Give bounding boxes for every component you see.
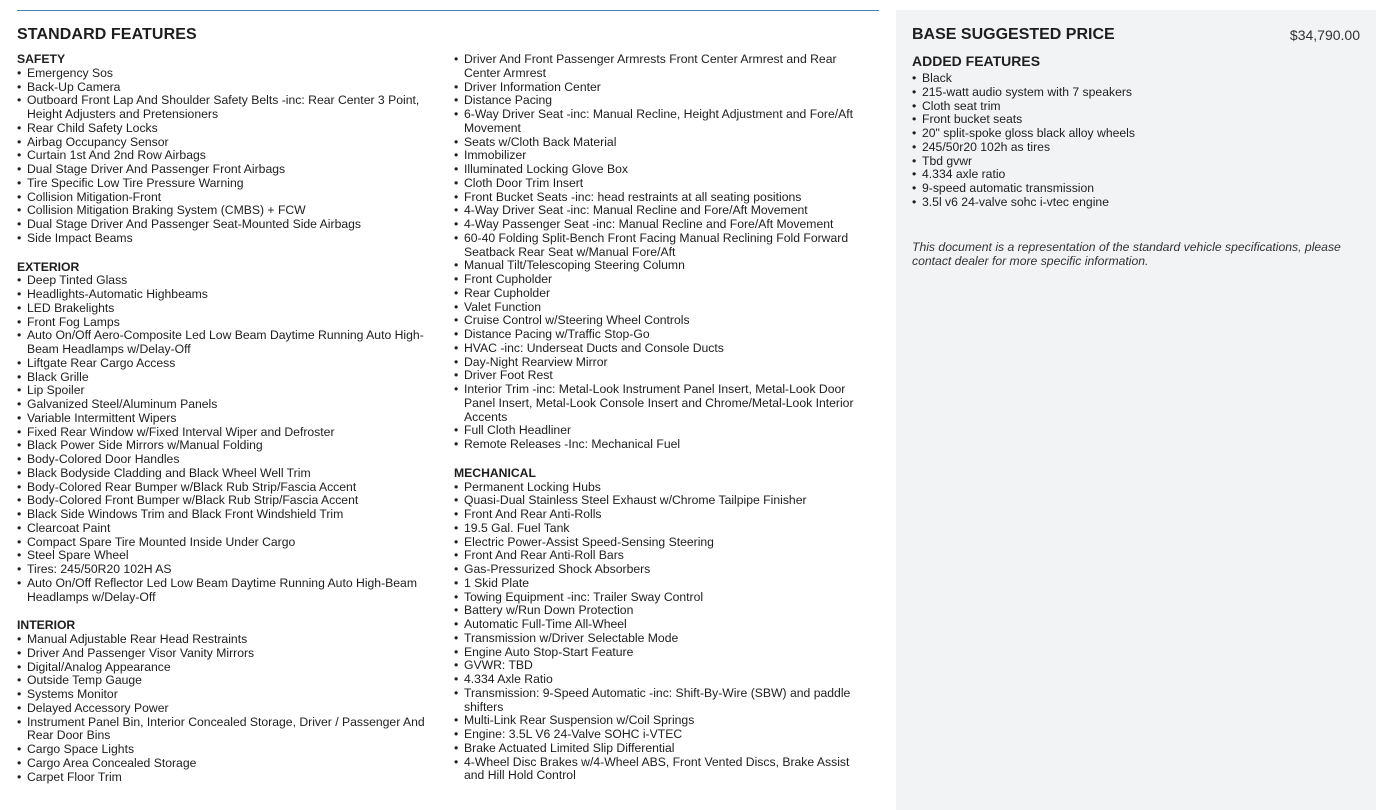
feature-item: • HVAC -inc: Underseat Ducts and Console Ducts [454, 342, 864, 356]
section-exterior [17, 261, 437, 605]
features-column-middle [454, 53, 864, 798]
feature-list [17, 67, 437, 246]
feature-item: • Battery w/Run Down Protection [454, 604, 864, 618]
feature-item: • 4-Wheel Disc Brakes w/4-Wheel ABS, Front Vented Discs, Brake Assist and Hill Hold Control [454, 756, 864, 784]
feature-item: • Delayed Accessory Power [17, 702, 437, 716]
feature-item: • Collision Mitigation Braking System (CMBS) + FCW [17, 204, 437, 218]
feature-item: • Front Fog Lamps [17, 316, 437, 330]
feature-item: • Black Bodyside Cladding and Black Wheel Well Trim [17, 467, 437, 481]
feature-item: • Cruise Control w/Steering Wheel Controls [454, 314, 864, 328]
feature-item: • Steel Spare Wheel [17, 549, 437, 563]
feature-item: • Collision Mitigation-Front [17, 191, 437, 205]
feature-item: • Dual Stage Driver And Passenger Front Airbags [17, 163, 437, 177]
feature-item: • Lip Spoiler [17, 384, 437, 398]
section-continued [454, 53, 864, 452]
feature-item: • Engine Auto Stop-Start Feature [454, 646, 864, 660]
feature-item: • Clearcoat Paint [17, 522, 437, 536]
feature-list [17, 274, 437, 604]
feature-item: • Quasi-Dual Stainless Steel Exhaust w/Chrome Tailpipe Finisher [454, 494, 864, 508]
feature-item: • Driver And Front Passenger Armrests Front Center Armrest and Rear Center Armrest [454, 53, 864, 81]
feature-item: • Transmission w/Driver Selectable Mode [454, 632, 864, 646]
feature-item: • Transmission: 9-Speed Automatic -inc: Shift-By-Wire (SBW) and paddle shifters [454, 687, 864, 715]
feature-item: • Tires: 245/50R20 102H AS [17, 563, 437, 577]
base-price-value: $34,790.00 [1289, 27, 1360, 43]
features-column-left [17, 53, 437, 799]
base-price-title: BASE SUGGESTED PRICE [912, 26, 1115, 43]
feature-item: • Interior Trim -inc: Metal-Look Instrument Panel Insert, Metal-Look Door Panel Insert, Metal-Look Console Insert and Chrome/Metal-Look Interior Accents [454, 383, 864, 424]
feature-item: • Seats w/Cloth Back Material [454, 136, 864, 150]
feature-item: • Dual Stage Driver And Passenger Seat-Mounted Side Airbags [17, 218, 437, 232]
feature-item: • 60-40 Folding Split-Bench Front Facing Manual Reclining Fold Forward Seatback Rear Seat w/Manual Fore/Aft [454, 232, 864, 260]
feature-item: • 4.334 Axle Ratio [454, 673, 864, 687]
added-features-list [912, 72, 1352, 210]
feature-item: • Electric Power-Assist Speed-Sensing Steering [454, 536, 864, 550]
feature-item: • Back-Up Camera [17, 81, 437, 95]
feature-item: • 4-Way Driver Seat -inc: Manual Recline and Fore/Aft Movement [454, 204, 864, 218]
feature-item: • 19.5 Gal. Fuel Tank [454, 522, 864, 536]
feature-item: • Front Cupholder [454, 273, 864, 287]
feature-item: • Outside Temp Gauge [17, 674, 437, 688]
feature-item: • Carpet Floor Trim [17, 771, 437, 785]
section-title: INTERIOR [17, 618, 76, 633]
feature-item: • Fixed Rear Window w/Fixed Interval Wiper and Defroster [17, 426, 437, 440]
feature-item: • Front And Rear Anti-Rolls [454, 508, 864, 522]
feature-item: • Manual Tilt/Telescoping Steering Column [454, 259, 864, 273]
feature-item: • Digital/Analog Appearance [17, 661, 437, 675]
feature-item: • Auto On/Off Reflector Led Low Beam Daytime Running Auto High-Beam Headlamps w/Delay-Off [17, 577, 437, 605]
feature-item: • Cargo Space Lights [17, 743, 437, 757]
feature-item: • Headlights-Automatic Highbeams [17, 288, 437, 302]
feature-item: • Cloth Door Trim Insert [454, 177, 864, 191]
feature-item: • Gas-Pressurized Shock Absorbers [454, 563, 864, 577]
standard-features-title: STANDARD FEATURES [17, 26, 197, 43]
section-safety [17, 53, 437, 246]
added-feature-item: • Black [912, 72, 1352, 86]
feature-item: • Brake Actuated Limited Slip Differential [454, 742, 864, 756]
feature-item: • Black Side Windows Trim and Black Front Windshield Trim [17, 508, 437, 522]
feature-item: • Front And Rear Anti-Roll Bars [454, 549, 864, 563]
feature-item: • Outboard Front Lap And Shoulder Safety Belts -inc: Rear Center 3 Point, Height Adjusters and Pretensioners [17, 94, 437, 122]
feature-item: • Remote Releases -Inc: Mechanical Fuel [454, 438, 864, 452]
feature-item: • Auto On/Off Aero-Composite Led Low Beam Daytime Running Auto High-Beam Headlamps w/Delay-Off [17, 329, 437, 357]
feature-item: • Variable Intermittent Wipers [17, 412, 437, 426]
feature-item: • Valet Function [454, 301, 864, 315]
feature-item: • Multi-Link Rear Suspension w/Coil Springs [454, 714, 864, 728]
price-panel [896, 10, 1376, 810]
feature-item: • Airbag Occupancy Sensor [17, 136, 437, 150]
added-feature-item: • 4.334 axle ratio [912, 168, 1352, 182]
added-feature-item: • 245/50r20 102h as tires [912, 141, 1352, 155]
added-feature-item: • Tbd gvwr [912, 155, 1352, 169]
feature-item: • Permanent Locking Hubs [454, 481, 864, 495]
disclaimer-text: This document is a representation of the standard vehicle specifications, please contact dealer for more specific information. [912, 240, 1341, 268]
feature-item: • Towing Equipment -inc: Trailer Sway Control [454, 591, 864, 605]
added-feature-item: • 20" split-spoke gloss black alloy wheels [912, 127, 1352, 141]
section-title: MECHANICAL [454, 465, 536, 480]
feature-item: • Body-Colored Door Handles [17, 453, 437, 467]
feature-item: • Manual Adjustable Rear Head Restraints [17, 633, 437, 647]
feature-item: • Tire Specific Low Tire Pressure Warning [17, 177, 437, 191]
feature-item: • Automatic Full-Time All-Wheel [454, 618, 864, 632]
feature-item: • Liftgate Rear Cargo Access [17, 357, 437, 371]
feature-item: • Deep Tinted Glass [17, 274, 437, 288]
section-mechanical [454, 467, 864, 783]
feature-item: • Immobilizer [454, 149, 864, 163]
feature-item: • 1 Skid Plate [454, 577, 864, 591]
feature-item: • Rear Cupholder [454, 287, 864, 301]
feature-item: • Black Grille [17, 371, 437, 385]
added-feature-item: • Front bucket seats [912, 113, 1352, 127]
feature-item: • Full Cloth Headliner [454, 424, 864, 438]
feature-item: • Driver Foot Rest [454, 369, 864, 383]
feature-item: • GVWR: TBD [454, 659, 864, 673]
feature-item: • 4-Way Passenger Seat -inc: Manual Recline and Fore/Aft Movement [454, 218, 864, 232]
feature-item: • Distance Pacing w/Traffic Stop-Go [454, 328, 864, 342]
feature-item: • Instrument Panel Bin, Interior Concealed Storage, Driver / Passenger And Rear Door Bins [17, 716, 437, 744]
feature-item: • Illuminated Locking Glove Box [454, 163, 864, 177]
feature-item: • Engine: 3.5L V6 24-Valve SOHC i-VTEC [454, 728, 864, 742]
feature-item: • 6-Way Driver Seat -inc: Manual Recline, Height Adjustment and Fore/Aft Movement [454, 108, 864, 136]
feature-list [454, 53, 864, 452]
feature-item: • Driver Information Center [454, 81, 864, 95]
feature-item: • Galvanized Steel/Aluminum Panels [17, 398, 437, 412]
feature-item: • Curtain 1st And 2nd Row Airbags [17, 149, 437, 163]
section-title: SAFETY [17, 52, 66, 66]
feature-item: • Front Bucket Seats -inc: head restraints at all seating positions [454, 191, 864, 205]
top-divider [17, 10, 879, 11]
feature-item: • Black Power Side Mirrors w/Manual Folding [17, 439, 437, 453]
added-features-title: ADDED FEATURES [912, 53, 1041, 69]
added-feature-item: • 9-speed automatic transmission [912, 182, 1352, 196]
feature-item: • LED Brakelights [17, 302, 437, 316]
feature-item: • Systems Monitor [17, 688, 437, 702]
feature-item: • Body-Colored Front Bumper w/Black Rub Strip/Fascia Accent [17, 494, 437, 508]
feature-item: • Distance Pacing [454, 94, 864, 108]
added-feature-item: • 215-watt audio system with 7 speakers [912, 86, 1352, 100]
feature-item: • Rear Child Safety Locks [17, 122, 437, 136]
section-interior [17, 619, 437, 784]
feature-list [17, 633, 437, 784]
feature-item: • Cargo Area Concealed Storage [17, 757, 437, 771]
feature-item: • Driver And Passenger Visor Vanity Mirrors [17, 647, 437, 661]
added-feature-item: • 3.5l v6 24-valve sohc i-vtec engine [912, 196, 1352, 210]
section-title: EXTERIOR [17, 259, 80, 274]
added-feature-item: • Cloth seat trim [912, 100, 1352, 114]
feature-list [454, 481, 864, 784]
feature-item: • Compact Spare Tire Mounted Inside Under Cargo [17, 536, 437, 550]
feature-item: • Emergency Sos [17, 67, 437, 81]
feature-item: • Body-Colored Rear Bumper w/Black Rub Strip/Fascia Accent [17, 481, 437, 495]
feature-item: • Day-Night Rearview Mirror [454, 356, 864, 370]
feature-item: • Side Impact Beams [17, 232, 437, 246]
